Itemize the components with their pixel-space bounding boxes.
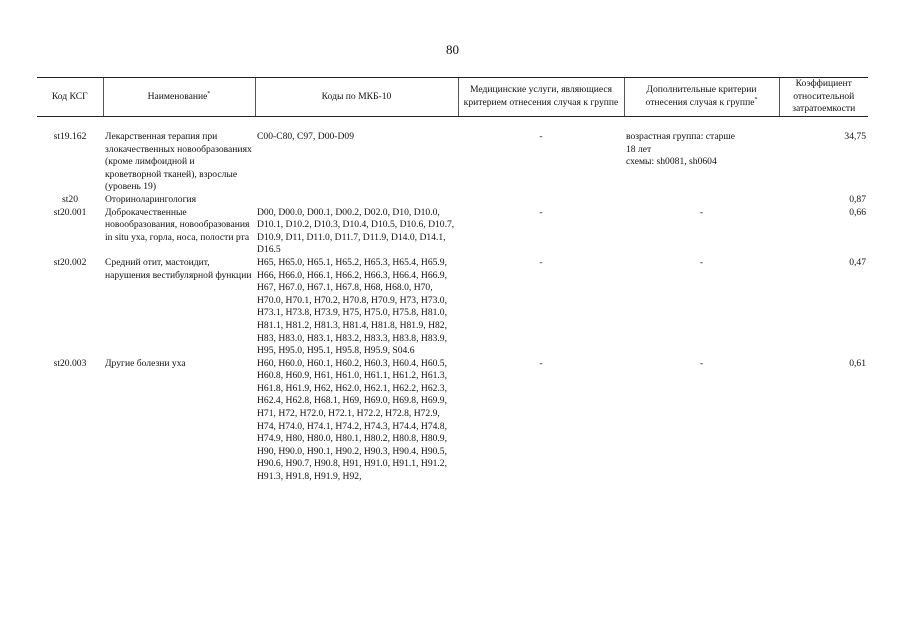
header-coef: Коэффициент относительной затратоемкости xyxy=(779,78,868,117)
cell-med xyxy=(458,194,624,207)
ksg-table xyxy=(37,77,868,484)
cell-mkb: H60, H60.0, H60.1, H60.2, H60.3, H60.4, H60.5, H60.8, H60.9, H61, H61.0, H61.1, H61.2, H61.3, H61.8, H61.9, H62, H62.0, H62.1, H62.2, H62.3, H62.4, H62.8, H68.1, H69, H69.0, H69.8, H69.9, H71, H72, H72.0, H72.1, H72.2, H72.8, H72.9, H74, H74.0, H74.1, H74.2, H74.3, H74.4, H74.8, H74.9, H80, H80.0, H80.1, H80.2, H80.8, H80.9, H90, H90.0, H90.1, H90.2, H90.3, H90.4, H90.5, H90.6, H90.7, H90.8, H91, H91.0, H91.1, H91.2, H91.3, H91.8, H91.9, H92, xyxy=(257,357,448,483)
cell-crit xyxy=(624,194,779,207)
header-mkb: Коды по МКБ-10 xyxy=(255,78,458,117)
cell-name: Лекарственная терапия при злокачественных новообразованиях (кроме лимфоидной и кроветворной тканей), взрослые (уровень 19) xyxy=(105,131,252,193)
table-row xyxy=(37,207,868,257)
cell-name: Оториноларингология xyxy=(105,193,197,205)
cell-coef: 0,47 xyxy=(849,256,866,268)
cell-code: st20 xyxy=(62,193,78,205)
header-crit-text: Дополнительные критерии отнесения случая к группе xyxy=(645,84,757,108)
table-row xyxy=(37,131,868,194)
cell-code: st20.003 xyxy=(53,357,87,369)
table-row xyxy=(37,257,868,358)
cell-coef: 0,87 xyxy=(849,193,866,205)
cell-med: - xyxy=(539,131,543,142)
page-number: 80 xyxy=(446,42,459,57)
cell-coef: 0,66 xyxy=(849,206,866,218)
cell-crit: - xyxy=(699,357,704,369)
cell-name: Другие болезни уха xyxy=(105,357,186,369)
table-row xyxy=(37,358,868,484)
cell-crit: возрастная группа: старше 18 лет схемы: sh0081, sh0604 xyxy=(626,131,736,168)
cell-med: - xyxy=(539,256,543,268)
table-row xyxy=(37,194,868,207)
cell-mkb xyxy=(255,194,458,207)
cell-code: st20.001 xyxy=(53,206,87,218)
cell-mkb: H65, H65.0, H65.1, H65.2, H65.3, H65.4, H65.9, H66, H66.0, H66.1, H66.2, H66.3, H66.4, H66.9, H67, H67.0, H67.1, H67.8, H68, H68.0, H70, H70.0, H70.1, H70.2, H70.8, H70.9, H73, H73.0, H73.1, H73.8, H73.9, H75, H75.0, H75.8, H81.0, H81.1, H81.2, H81.3, H81.4, H81.8, H81.9, H82, H83, H83.0, H83.1, H83.2, H83.3, H83.8, H83.9, H95, H95.0, H95.1, H95.8, H95.9, S04.6 xyxy=(257,256,448,357)
cell-crit: - xyxy=(699,256,704,268)
cell-crit: - xyxy=(699,206,704,218)
header-crit xyxy=(624,78,779,117)
cell-mkb: C00-C80, C97, D00-D09 xyxy=(257,131,355,142)
cell-code: st20.002 xyxy=(53,256,87,268)
header-name-text: Наименование xyxy=(147,90,208,102)
table-header-row xyxy=(37,78,868,117)
cell-name: Доброкачественные новообразования, новообразования in situ уха, горла, носа, полости рта xyxy=(105,206,250,243)
cell-name: Средний отит, мастоидит, нарушения вестибулярной функции xyxy=(105,256,252,281)
cell-coef: 34,75 xyxy=(844,131,866,142)
cell-med: - xyxy=(539,206,543,218)
header-name xyxy=(103,78,255,117)
cell-code: st19.162 xyxy=(53,131,87,142)
cell-coef: 0,61 xyxy=(849,357,866,369)
cell-mkb: D00, D00.0, D00.1, D00.2, D02.0, D10, D10.0, D10.1, D10.2, D10.3, D10.4, D10.5, D10.6, D10.7, D10.9, D11, D11.0, D11.7, D11.9, D14.0, D14.1, D16.5 xyxy=(257,206,455,256)
cell-med: - xyxy=(539,357,543,369)
header-med: Медицинские услуги, являющиеся критерием отнесения случая к группе xyxy=(458,78,624,117)
header-name-footnote: * xyxy=(207,90,211,97)
header-crit-footnote: * xyxy=(754,96,758,103)
header-code: Код КСГ xyxy=(37,78,103,117)
